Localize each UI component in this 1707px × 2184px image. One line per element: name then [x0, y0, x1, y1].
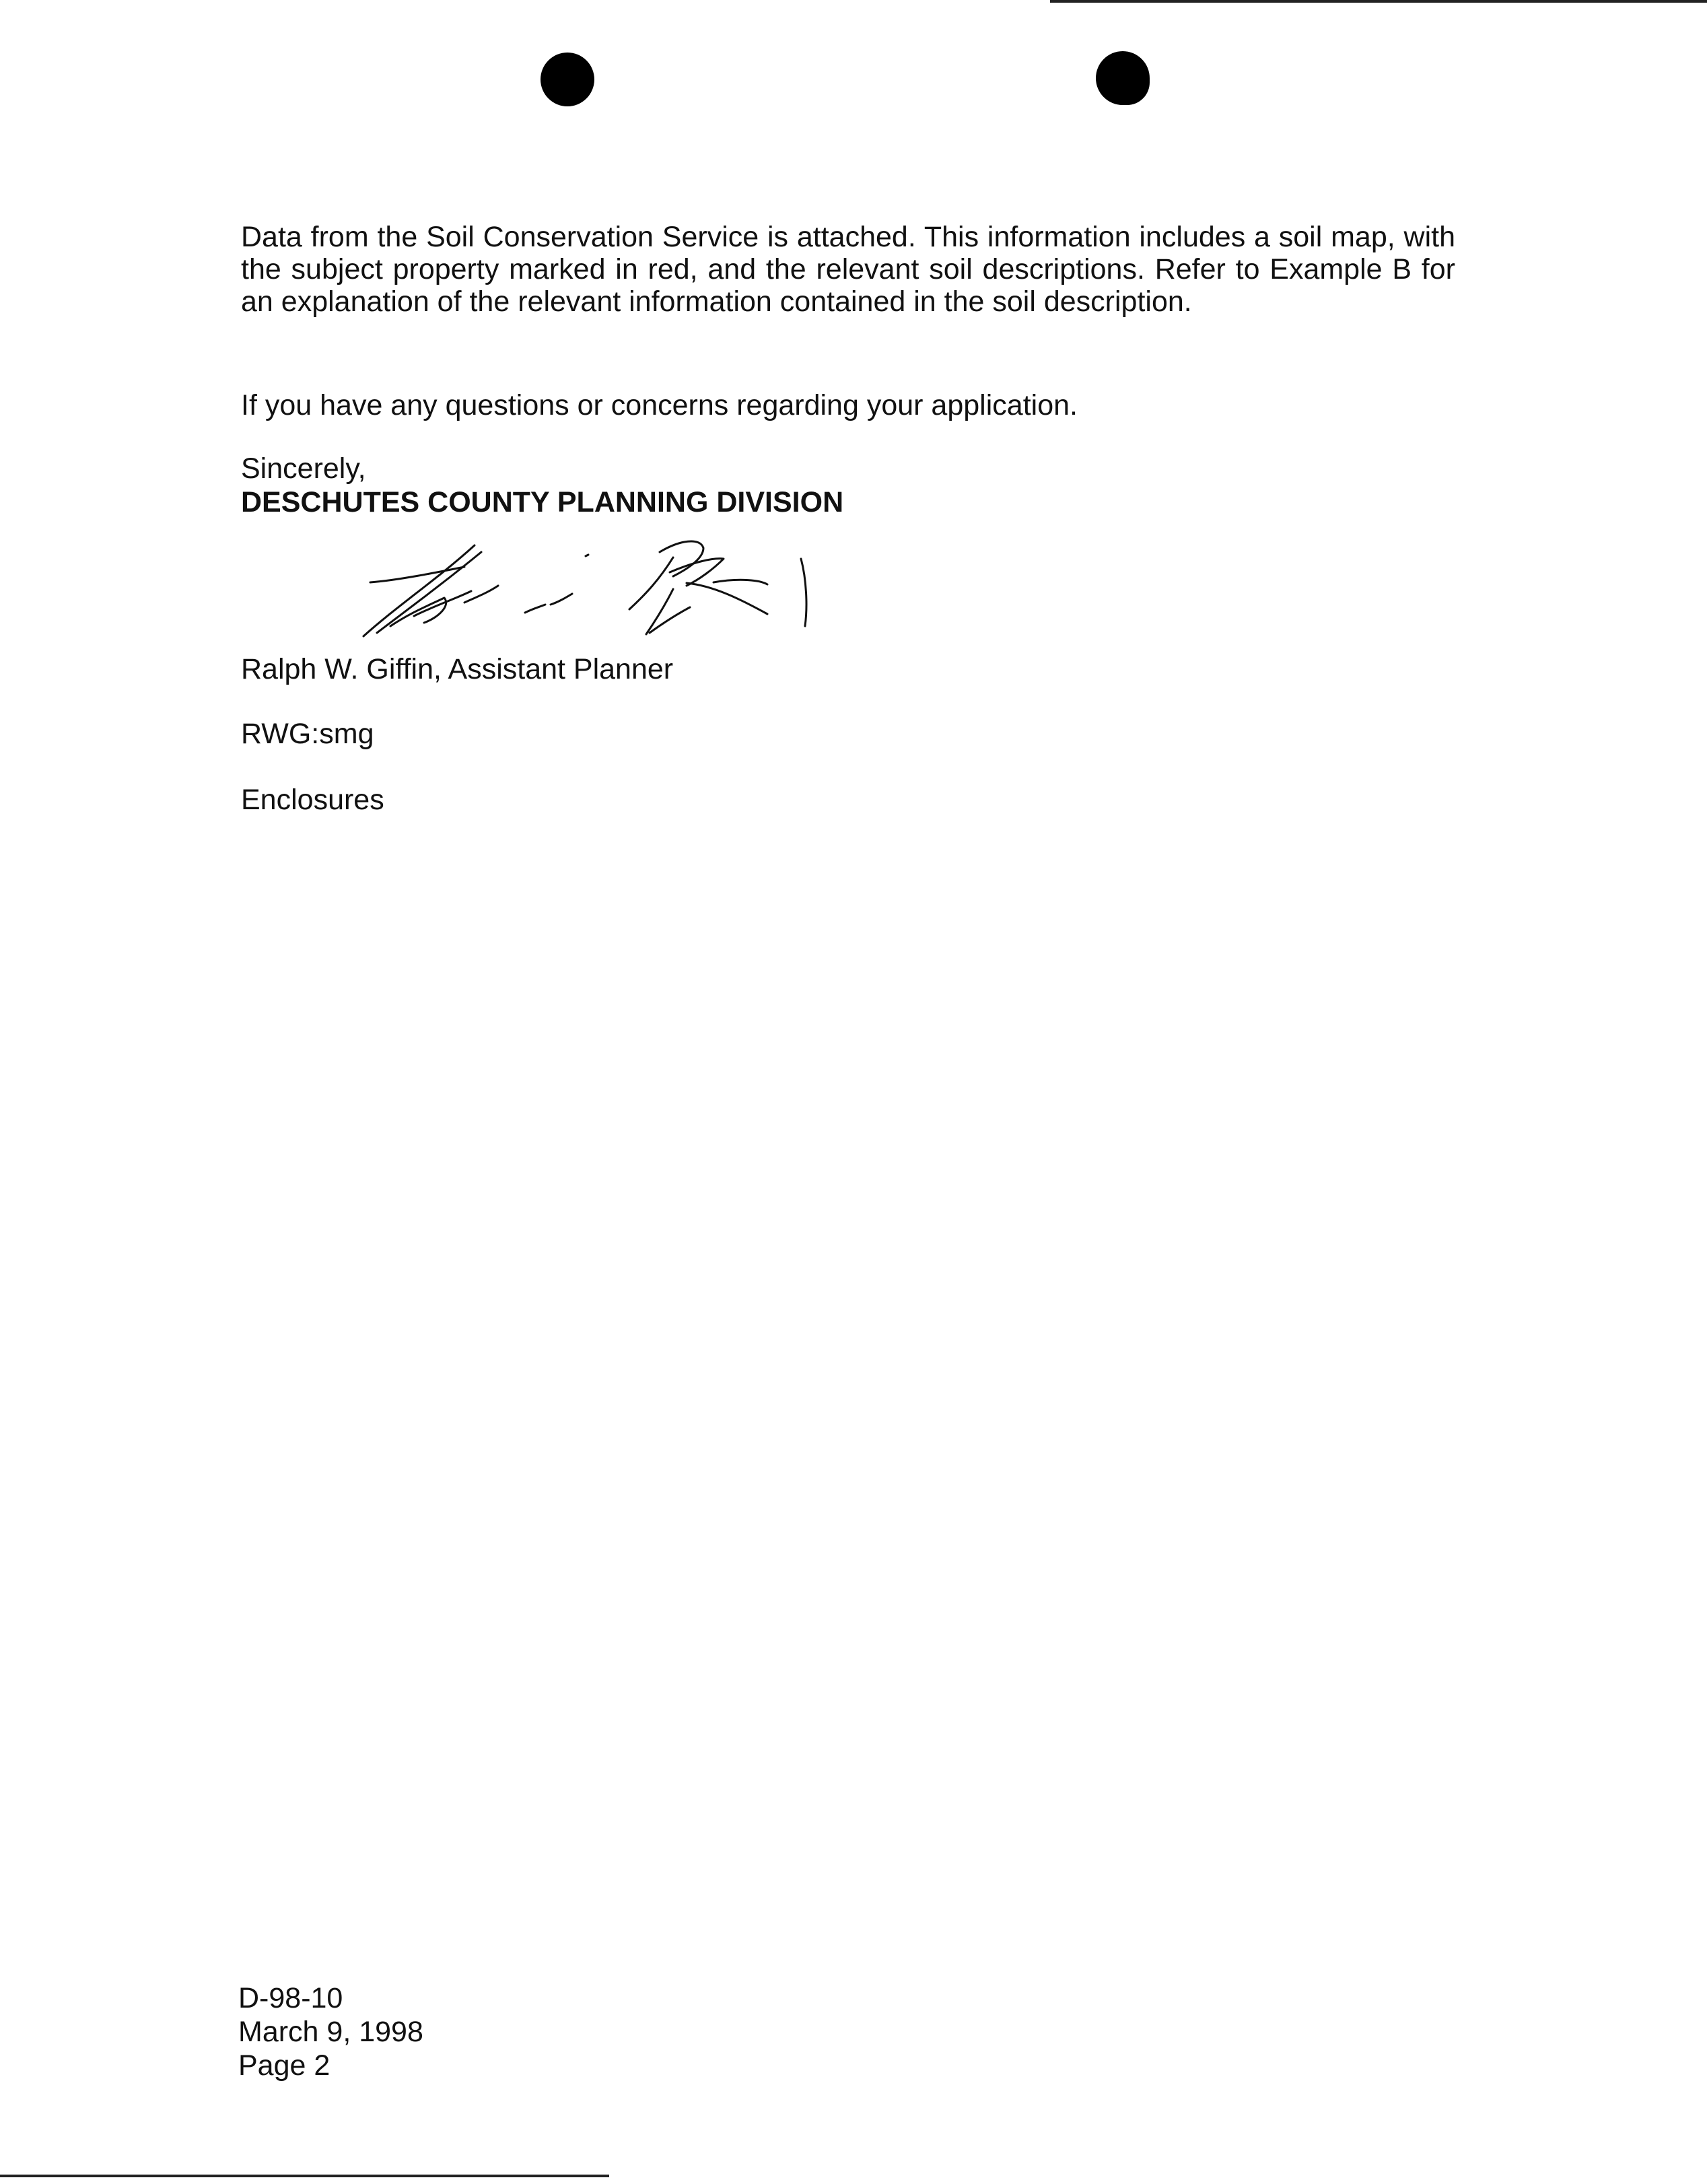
- enclosures-note: Enclosures: [241, 784, 384, 816]
- signer-name-title: Ralph W. Giffin, Assistant Planner: [241, 653, 674, 685]
- closing-salutation: Sincerely,: [241, 452, 366, 485]
- question-paragraph: If you have any questions or concerns regarding your application.: [241, 389, 1078, 421]
- body-paragraph: Data from the Soil Conservation Service is attached. This information includes a soil map, with the subject property marked in red, and the relevant soil descriptions. Refer to Example B for an explanation of the relevant information contained in the soil description.: [241, 221, 1455, 318]
- scan-edge-line-top: [1050, 0, 1707, 3]
- page-number: Page 2: [238, 2049, 330, 2082]
- punch-hole-left: [541, 53, 594, 106]
- punch-hole-right: [1096, 51, 1150, 105]
- file-number: D-98-10: [238, 1982, 343, 2014]
- footer-date: March 9, 1998: [238, 2016, 423, 2048]
- handwritten-signature: [337, 532, 848, 660]
- scan-edge-line-bottom: [0, 2175, 609, 2177]
- division-name: DESCHUTES COUNTY PLANNING DIVISION: [241, 486, 844, 518]
- typist-initials: RWG:smg: [241, 718, 374, 750]
- page-footer: [238, 1981, 423, 2082]
